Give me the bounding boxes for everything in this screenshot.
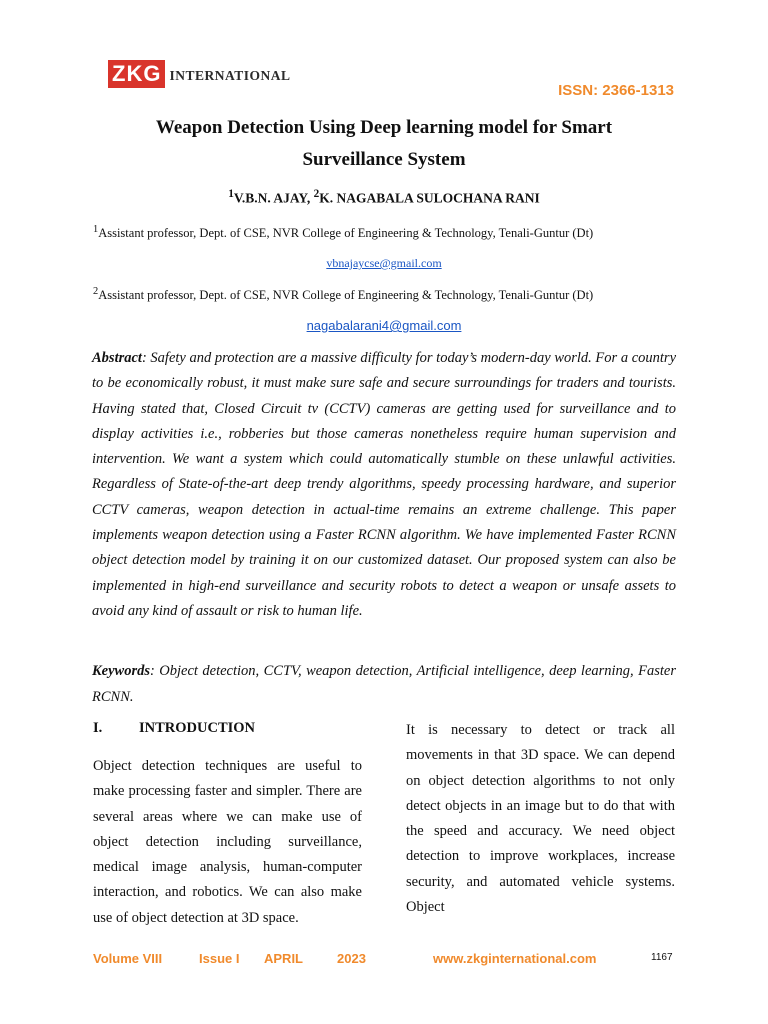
affiliation-1-text: Assistant professor, Dept. of CSE, NVR College of Engineering & Technology, Tenali-Guntur (Dt) <box>98 226 594 241</box>
section-title: INTRODUCTION <box>139 720 256 736</box>
title-line-1: Weapon Detection Using Deep learning model for Smart <box>155 117 613 138</box>
section-heading <box>93 720 255 737</box>
affiliation-2 <box>93 286 693 303</box>
journal-logo <box>108 60 290 88</box>
footer-issue: Issue I <box>199 951 240 966</box>
section-number: I. <box>93 720 103 736</box>
intro-right-column: It is necessary to detect or track all movements in that 3D space. We can depend on object detection algorithms to not only detect objects in an image but to do that with the speed and accuracy. We need object detection to improve workplaces, increase security, and automated vehicle systems. Object <box>406 722 675 916</box>
affiliation-2-text: Assistant professor, Dept. of CSE, NVR College of Engineering & Technology, Tenali-Guntur (Dt) <box>98 288 594 303</box>
email-link-2[interactable]: nagabalarani4@gmail.com <box>306 318 462 333</box>
affiliation-1-sup: 1 <box>93 224 99 235</box>
author-2-sup: 2 <box>313 188 320 200</box>
footer-month: APRIL <box>264 951 303 966</box>
abstract <box>92 346 676 624</box>
intro-left-column: Object detection techniques are useful to make processing faster and simpler. There are several areas where we can make use of object detection including surveillance, medical image analysis, human-computer interaction, and robotics. We can also make use of object detection at 3D space. <box>93 758 362 926</box>
affiliation-2-sup: 2 <box>93 286 99 297</box>
abstract-label: Abstract <box>92 350 142 366</box>
author-1-name: V.B.N. AJAY, <box>233 190 314 206</box>
keywords-label: Keywords <box>92 663 150 679</box>
title-line-2: Surveillance System <box>302 149 466 170</box>
paper-title <box>100 112 668 176</box>
logo-brand: ZKG <box>108 60 165 88</box>
footer-year: 2023 <box>337 951 366 966</box>
footer-website[interactable]: www.zkginternational.com <box>433 951 597 966</box>
keywords-text: : Object detection, CCTV, weapon detection, Artificial intelligence, deep learning, Faster RCNN. <box>92 663 676 705</box>
email-link-1[interactable]: vbnajaycse@gmail.com <box>326 256 442 270</box>
author-2-name: K. NAGABALA SULOCHANA RANI <box>319 190 540 206</box>
affiliation-1 <box>93 224 693 241</box>
keywords <box>92 658 676 710</box>
issn-label: ISSN: 2366-1313 <box>558 82 674 99</box>
abstract-text: : Safety and protection are a massive difficulty for today’s modern-day world. For a country to be economically robust, it must make sure safe and secure surroundings for traders and tourists. Having stated that, Closed Circuit tv (CCTV) cameras are getting used for surveillance and to display activities i.e., robberies but those cameras nonetheless require human supervision and intervention. We want a system which could automatically stumble on these unlawful activities. Regardless of State-of-the-art deep trendy algorithms, speedy processing hardware, and superior CCTV cameras, weapon detection in actual-time remains an extreme challenge. This paper implements weapon detection using a Faster RCNN algorithm. We have implemented Faster RCNN object detection model by training it on our customized dataset. Our proposed system can also be implemented in high-end surveillance and security robots to detect a weapon or unsafe assets to avoid any kind of assault or risk to human life. <box>92 350 676 619</box>
footer-volume: Volume VIII <box>93 951 163 966</box>
author-list <box>0 188 768 207</box>
author-1-sup: 1 <box>228 188 234 200</box>
page-number: 1167 <box>651 952 673 963</box>
logo-text: INTERNATIONAL <box>169 68 291 83</box>
